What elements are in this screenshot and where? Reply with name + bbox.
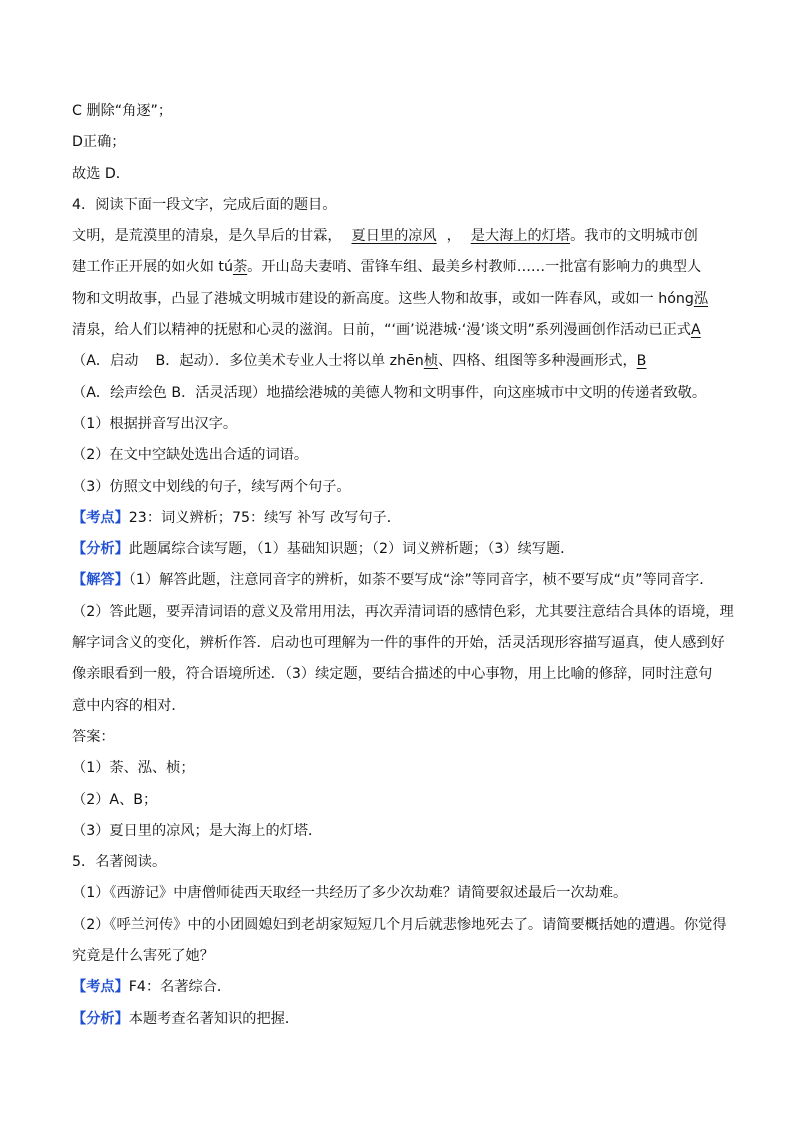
text-span: F4：名著综合． [128, 979, 232, 996]
answer-blank: A [690, 322, 701, 339]
text-line: 解字词含义的变化，辨析作答．启动也可理解为一件的事件的开始，活灵活现形容描写逼真，使人感到好 [72, 635, 725, 652]
answer-line: （3）夏日里的凉风；是大海上的灯塔． [72, 822, 323, 839]
text-span: （1）解答此题，注意同音字的辨析，如荼不要写成“涂”等同音字，桢不要写成“贞”等同音字． [128, 572, 714, 589]
passage-line [72, 346, 726, 377]
kaodian-line [72, 503, 726, 534]
answer-line: （1）荼、泓、桢； [72, 760, 195, 777]
text-line: 像亲眼看到一般，符合语境所述．（3）续定题，要结合描述的中心事物，用上比喻的修辞，同时注意句 [72, 666, 713, 683]
answer-blank: B [636, 353, 647, 370]
jieda-tag: 【解答】 [72, 572, 129, 589]
text-span: B．起动）．多位美术专业人士将以单 zhēn [155, 353, 424, 370]
fenxi-tag: 【分析】 [72, 1010, 129, 1027]
jieda-line [72, 565, 726, 596]
kaodian-line [72, 972, 726, 1003]
fenxi-line [72, 534, 726, 565]
passage-line [72, 315, 726, 346]
text-span: 23：词义辨析；75：续写 补写 改写句子． [128, 509, 401, 526]
passage-line [72, 252, 726, 283]
text-line: （2）答此题，要弄清词语的意义及常用用法，再次弄清词语的感情色彩，尤其要注意结合具体的语境，理 [72, 603, 734, 620]
sub-question: （1）《西游记》中唐僧师徒西天取经一共经历了多少次劫难？请简要叙述最后一次劫难。 [72, 885, 628, 902]
answer-heading: 答案： [72, 728, 115, 745]
passage-line: （A．绘声绘色 B．活灵活现）地描绘港城的美德人物和文明事件，向这座城市中文明的传递者致敬。 [72, 384, 707, 401]
text-span: 。开山岛夫妻哨、雷锋车组、最美乡村教师……一批富有影响力的典型人 [247, 259, 702, 276]
text-span: ， [446, 228, 461, 245]
question-4-heading: 4．阅读下面一段文字，完成后面的题目。 [72, 196, 337, 213]
fenxi-line [72, 1004, 726, 1035]
passage-line [72, 221, 726, 252]
fenxi-tag: 【分析】 [72, 541, 129, 558]
document-page [72, 96, 734, 1035]
sub-question: 究竟是什么害死了她？ [72, 948, 214, 965]
text-span: 物和文明故事，凸显了港城文明城市建设的新高度。这些人物和故事，或如一阵春风，或如一 hóng [72, 290, 694, 307]
sub-question: （3）仿照文中划线的句子，续写两个句子。 [72, 478, 351, 495]
text-line: D正确； [72, 134, 126, 151]
text-span: 本题考查名著知识的把握． [128, 1010, 300, 1027]
text-span: 清泉，给人们以精神的抚慰和心灵的滋润。日前，“‘画’说港城·‘漫’谈文明”系列漫画创作活动已正式 [72, 322, 691, 339]
kaodian-tag: 【考点】 [72, 509, 129, 526]
sub-question: （2）《呼兰河传》中的小团圆媳妇到老胡家短短几个月后就悲惨地死去了。请简要概括她的遭遇。你觉得 [72, 916, 727, 933]
text-span: 、四格、组图等多种漫画形式， [438, 353, 637, 370]
text-span: （A．启动 [72, 353, 139, 370]
answer-blank: 荼 [232, 259, 248, 276]
answer-blank: 泓 [693, 290, 709, 307]
kaodian-tag: 【考点】 [72, 979, 129, 996]
sub-question: （2）在文中空缺处选出合适的词语。 [72, 447, 309, 464]
question-5-heading: 5．名著阅读。 [72, 854, 167, 871]
text-span: 此题属综合读写题，（1）基础知识题；（2）词义辨析题；（3）续写题． [128, 541, 575, 558]
text-line: 意中内容的相对． [72, 697, 186, 714]
text-line: 故选 D． [72, 165, 130, 182]
sub-question: （1）根据拼音写出汉字。 [72, 415, 238, 432]
answer-blank: 桢 [423, 353, 439, 370]
passage-line [72, 284, 726, 315]
text-line: C 删除“角逐”； [72, 103, 173, 119]
text-span: 。我市的文明城市创 [570, 228, 698, 245]
answer-line: （2）A、B； [72, 791, 158, 808]
text-span: 文明，是荒漠里的清泉，是久旱后的甘霖， [72, 228, 342, 245]
text-span: 建工作正开展的如火如 tú [72, 259, 233, 276]
underlined-sentence: 夏日里的凉风 [351, 228, 437, 245]
underlined-sentence: 是大海上的灯塔 [470, 228, 571, 245]
